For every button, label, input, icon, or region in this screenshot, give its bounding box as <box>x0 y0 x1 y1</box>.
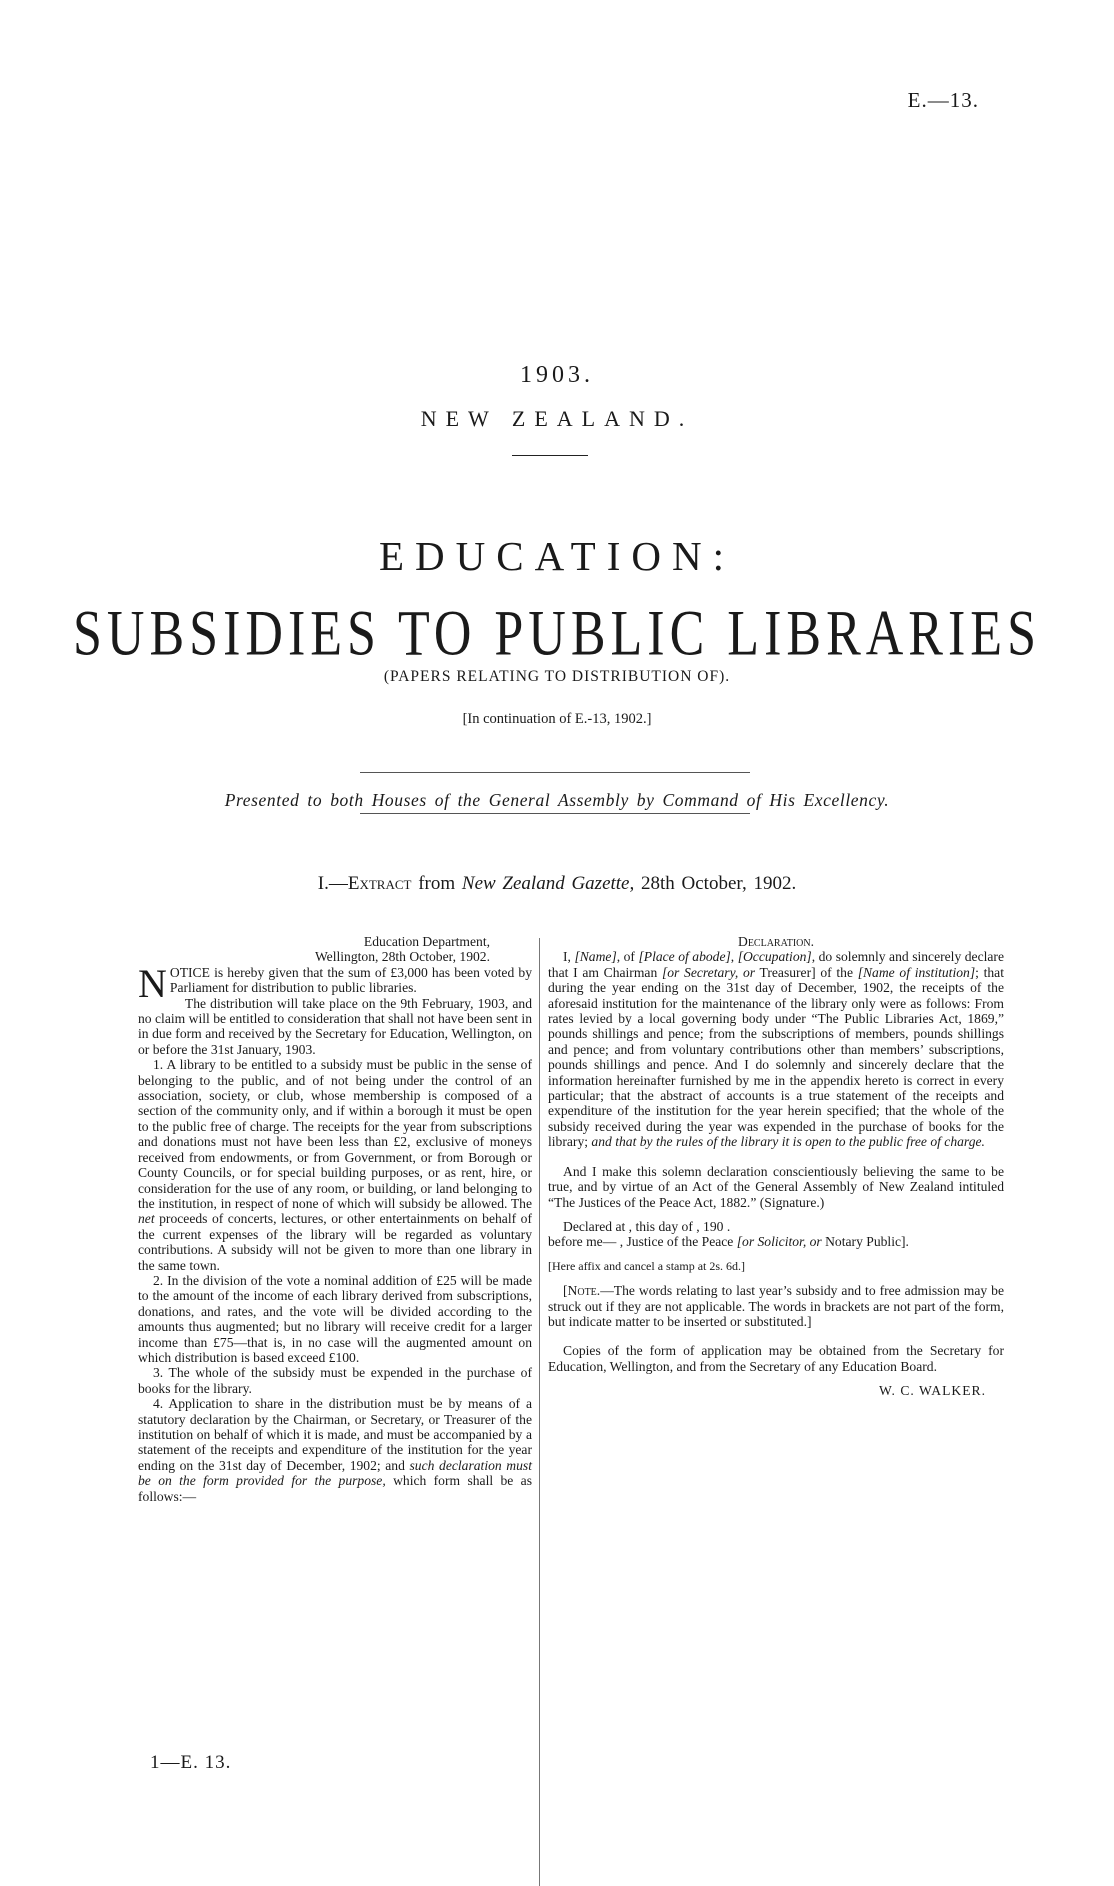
page-footer: 1—E. 13. <box>150 1752 232 1773</box>
declaration-heading: Declaration. <box>738 934 814 949</box>
extract-heading <box>0 873 1114 895</box>
drop-cap: N <box>138 960 167 1006</box>
title-rule <box>512 455 588 456</box>
right-column <box>548 934 1004 1399</box>
before-me-line: before me— , Justice of the Peace [or Solicitor, or Notary Public]. <box>548 1234 909 1250</box>
country: NEW ZEALAND. <box>420 406 694 431</box>
extract-gazette: New Zealand Gazette, <box>461 873 635 894</box>
main-title: SUBSIDIES TO PUBLIC LIBRARIES <box>73 598 1041 670</box>
left-column <box>138 934 532 1504</box>
presented-line: Presented to both Houses of the General Assembly by Command of His Excellency. <box>224 790 890 810</box>
copies-paragraph: Copies of the form of application may be obtained from the Secretary for Education, Wellington, and from the Secretary of any Education Board. <box>548 1343 1004 1374</box>
document-reference: E.—13. <box>907 88 979 112</box>
distribution-paragraph: The distribution will take place on the 9th February, 1903, and no claim will be entitled to consideration that shall not have been sent in in due form and received by the Secretary for Education, Wellington, on or before the 31st January, 1903. <box>138 995 532 1057</box>
clause-3: 3. The whole of the subsidy must be expended in the purchase of books for the library. <box>138 1365 532 1396</box>
declaration-body: I, [Name], of [Place of abode], [Occupation], do solemnly and sincerely declare that I am Chairman [or Secretary, or Treasurer] of the [Name of institution]; that during the year ending on the 31st day of December, 1902, the receipts of the aforesaid institution for the maintenance of the library only were as follows: From rates levied by a local governing body under “The Public Libraries Act, 1869,” pounds shillings and pence; from the subscriptions of members, pounds shillings and pence; and from voluntary contributions other than members’ subscriptions, pounds shillings and pence. And I do solemnly and sincerely declare that the information hereinafter furnished by me in the appendix hereto is correct in every particular; that the abstract of accounts is a true statement of the receipts and expenditure of the institution for the year herein specified; that the whole of the subsidy received during the year was expended in the purchase of books for the library; and that by the rules of the library it is open to the public free of charge. <box>548 949 1004 1150</box>
extract-numeral: I.— <box>317 873 348 894</box>
dateline: Wellington, 28th October, 1902. <box>314 949 490 965</box>
rule-below-presented <box>360 813 750 814</box>
notice-text: OTICE is hereby given that the sum of £3,000 has been voted by Parliament for distribution to public libraries. <box>169 964 532 996</box>
extract-date: 28th October, 1902. <box>634 873 797 894</box>
note-paragraph: [Note.—The words relating to last year’s subsidy and to free admission may be struck out if they are not applicable. The words in brackets are not part of the form, but indicate matter to be inserted or substituted.] <box>548 1283 1004 1329</box>
stamp-instruction: [Here affix and cancel a stamp at 2s. 6d.] <box>548 1258 746 1273</box>
signature: W. C. WALKER. <box>878 1383 986 1399</box>
extract-word: Extract <box>347 873 412 894</box>
column-divider <box>539 938 540 1886</box>
rule-above-presented <box>360 772 750 773</box>
parenthetical-subtitle: (PAPERS RELATING TO DISTRIBUTION OF). <box>383 668 731 685</box>
solemn-declaration: And I make this solemn declaration conscientiously believing the same to be true, and by virtue of an Act of the General Assembly of New Zealand intituled “The Justices of the Peace Act, 1882.” (Signature.) <box>548 1163 1004 1210</box>
clause-1: 1. A library to be entitled to a subsidy must be public in the sense of belonging to the public, and of not being under the control of an association, society, or club, whose membership is composed of a section of the community only, and if within a borough it must be open to the public free of charge. The receipts for the year from subscriptions and donations must not have been less than £2, exclusive of moneys received from endowments, or from Government, or from Borough or County Councils, or for special building purposes, or as rent, hire, or consideration for the use of any room, or building, or land belonging to the institution, in respect of none of which will subsidy be allowed. The net proceeds of concerts, lectures, or other entertainments on behalf of the current expenses of the library will be regarded as voluntary contributions. A subsidy will not be given to more than one library in the same town. <box>138 1057 532 1273</box>
subject-heading: EDUCATION: <box>379 533 735 579</box>
clause-4: 4. Application to share in the distribution must be by means of a statutory declaration by the Chairman, or Secretary, or Treasurer of the institution on behalf of which it is made, and must be accompanied by a statement of the receipts and expenditure of the institution for the year ending on the 31st day of December, 1902; and such declaration must be on the form provided for the purpose, which form shall be as follows:— <box>138 1396 532 1504</box>
extract-from: from <box>411 873 462 894</box>
continuation-note: [In continuation of E.-13, 1902.] <box>462 711 652 727</box>
year: 1903. <box>520 362 594 388</box>
declared-at-line: Declared at , this day of , 190 . <box>563 1218 731 1234</box>
notice-paragraph <box>138 960 532 1006</box>
department-line: Education Department, <box>363 934 490 949</box>
clause-2: 2. In the division of the vote a nominal addition of £25 will be made to the amount of the income of each library derived from subscriptions, donations, and rates, and the vote will be divided according to the amounts thus augmented; but no library will receive credit for a larger income than £75—that is, in no case will the augmented amount on which distribution is based exceed £100. <box>138 1272 532 1365</box>
